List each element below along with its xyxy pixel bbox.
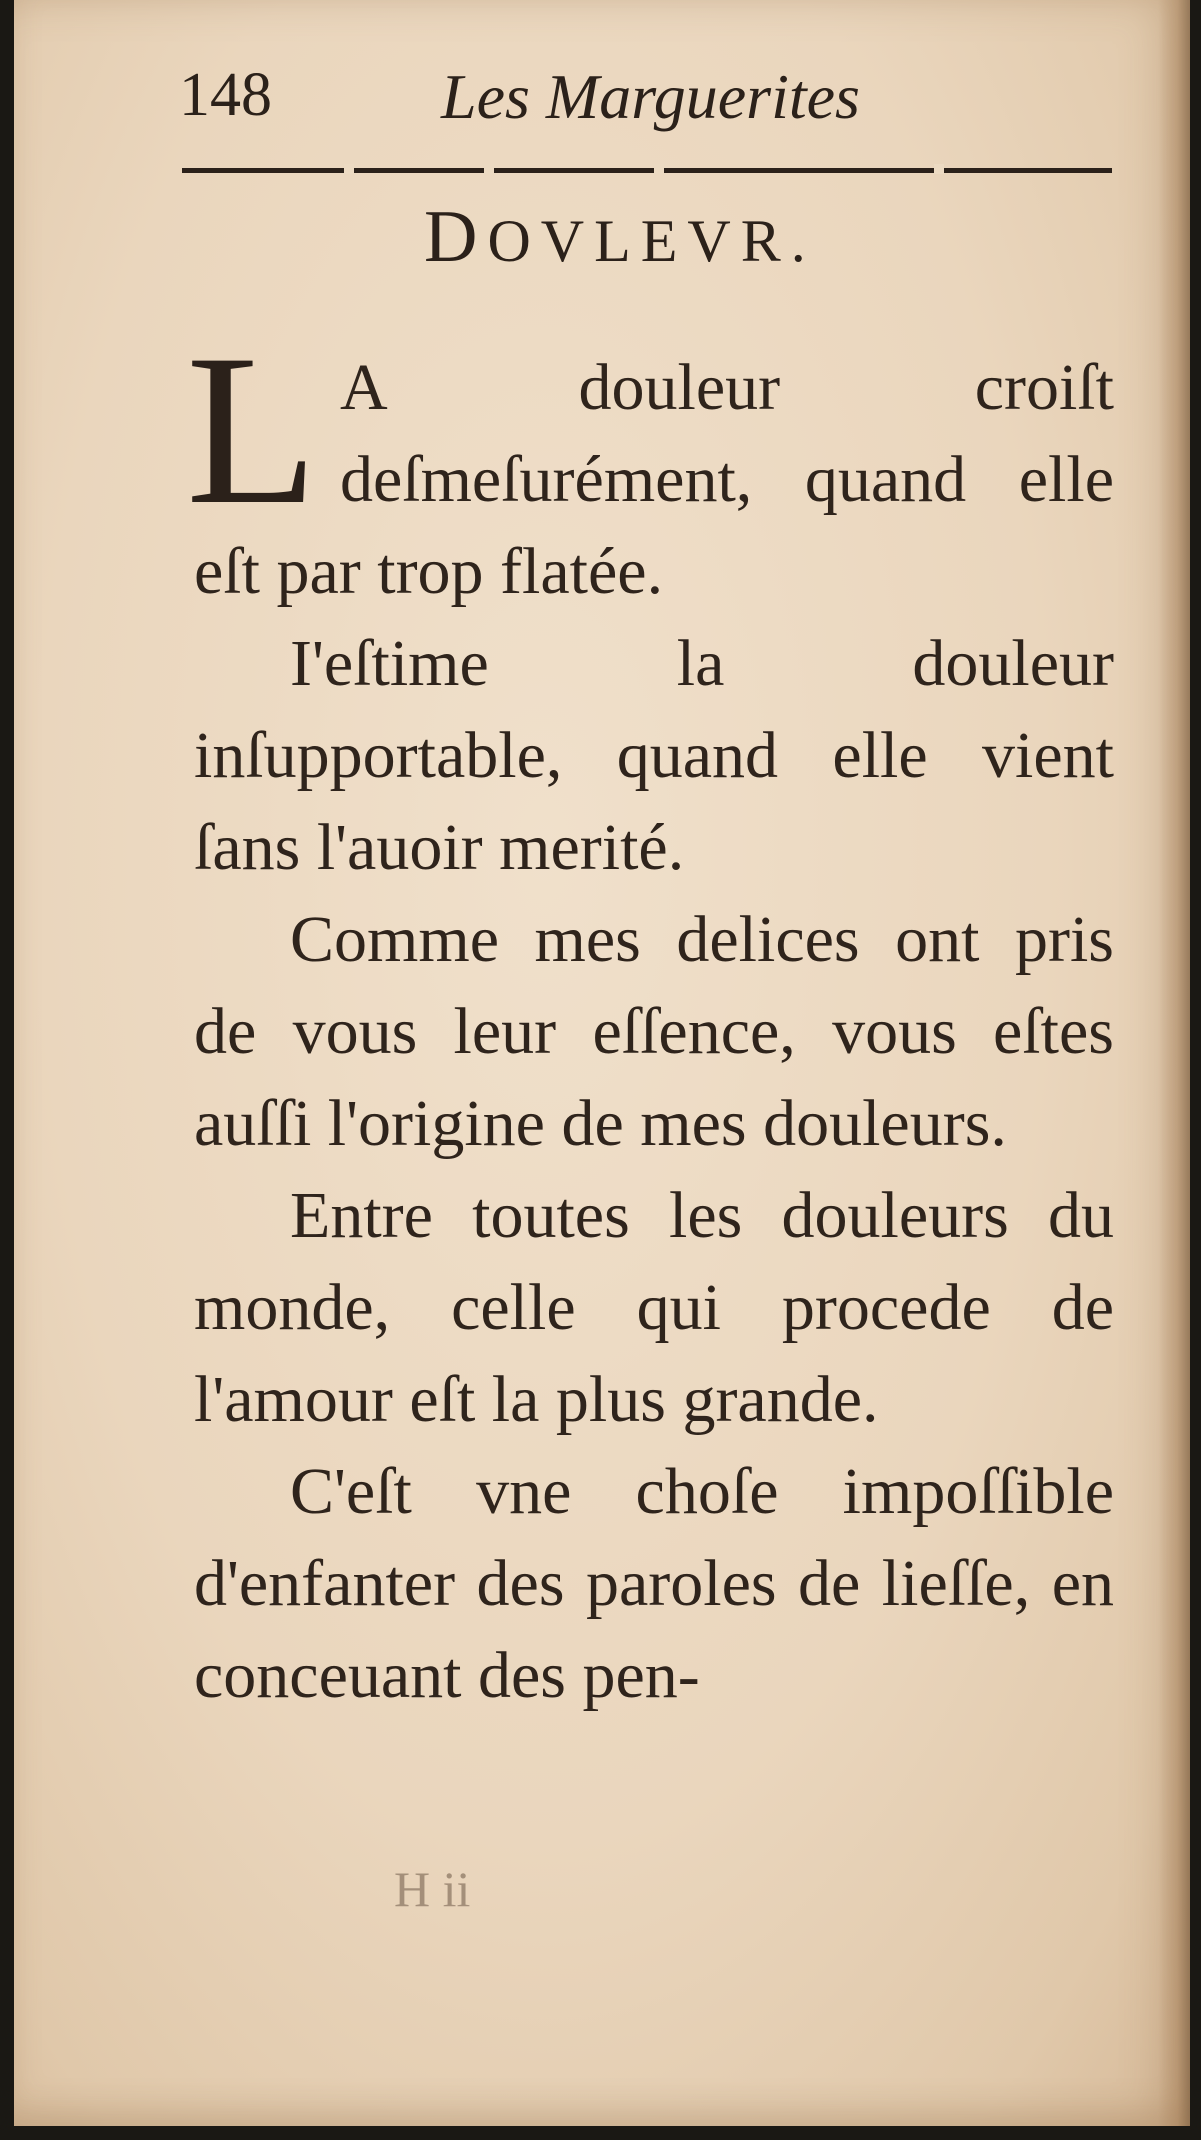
page-number: 148 (179, 61, 272, 129)
paragraph (194, 894, 1114, 1170)
section-heading (424, 195, 816, 280)
rule-break (344, 164, 354, 174)
paragraph (194, 618, 1114, 894)
running-title: Les Marguerites (441, 61, 860, 132)
body-text (186, 310, 1114, 1722)
book-page (14, 0, 1190, 2126)
page-edge-shadow (1158, 0, 1190, 2126)
paragraph-text: Entre toutes les douleurs du monde, celle qui procede de l'amour eſt la plus grande. (194, 1179, 1114, 1436)
paragraph (186, 310, 1114, 618)
running-header (179, 60, 1119, 140)
paragraph-text: I'eſtime la douleur inſupportable, quand elle vient ſans l'auoir merité. (194, 627, 1114, 884)
rule-break (654, 164, 664, 174)
section-heading-rest: OVLEVR. (487, 208, 816, 274)
paragraph (194, 1446, 1114, 1722)
rule-break (934, 164, 944, 174)
header-rule (182, 168, 1112, 173)
rule-break (484, 164, 494, 174)
paragraph (194, 1170, 1114, 1446)
paragraph-text: C'eſt vne choſe impoſſible d'enfanter des paroles de lieſſe, en conceuant des pen- (194, 1455, 1114, 1712)
paragraph-text: Comme mes delices ont pris de vous leur eſſence, vous eſtes auſſi l'origine de mes douleurs. (194, 903, 1114, 1160)
signature-mark: H ii (394, 1861, 471, 1917)
section-heading-initial: D (424, 196, 488, 278)
drop-cap: L (186, 310, 318, 549)
paragraph-text: A douleur croiſt deſmeſurément, quand elle eſt par trop flatée. (194, 351, 1114, 608)
